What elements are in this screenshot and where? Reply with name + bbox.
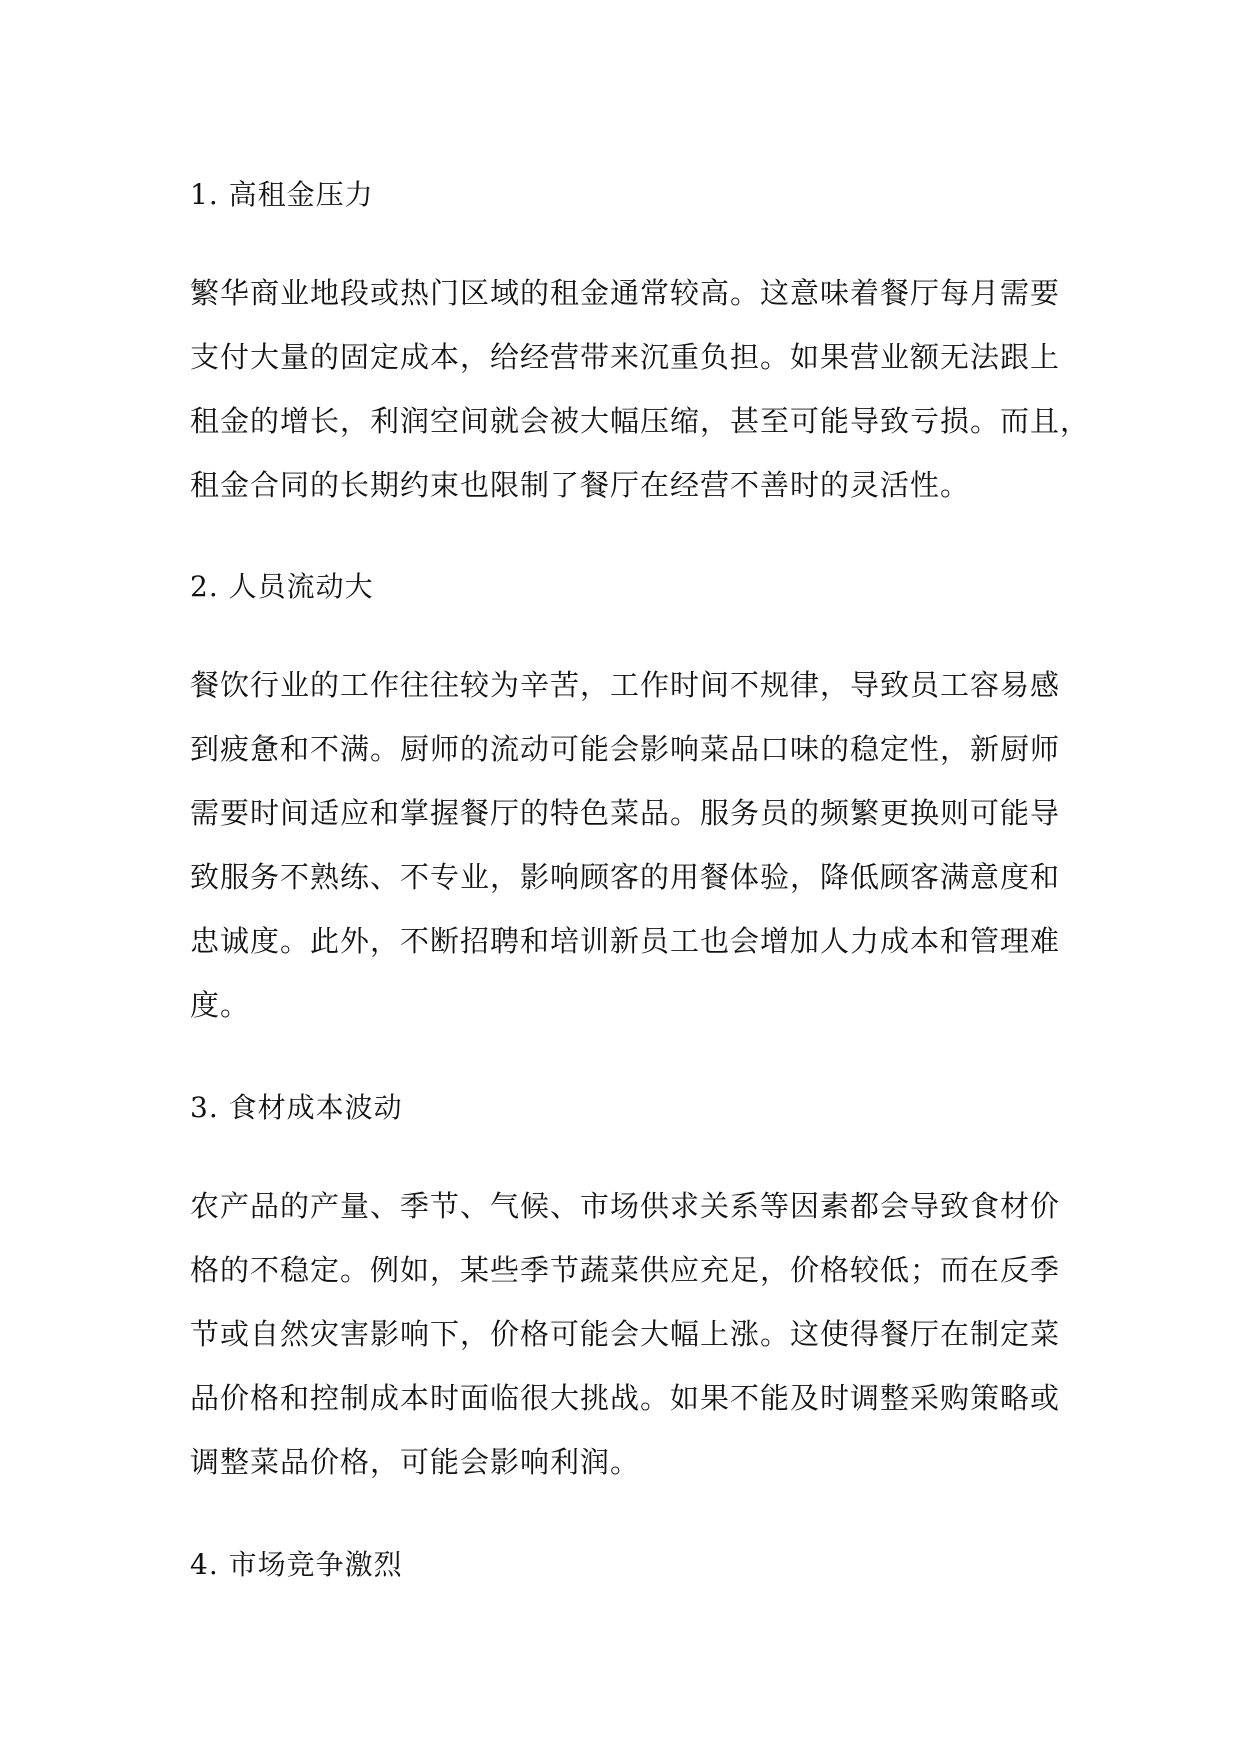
paragraph-line: 节或自然灾害影响下，价格可能会大幅上涨。这使得餐厅在制定菜: [190, 1317, 1061, 1351]
paragraph-line: 租金合同的长期约束也限制了餐厅在经营不善时的灵活性。: [190, 468, 971, 502]
paragraph-line: 度。: [190, 988, 251, 1022]
paragraph-line: 格的不稳定。例如，某些季节蔬菜供应充足，价格较低；而在反季: [190, 1253, 1061, 1287]
section-heading: 4. 市场竞争激烈: [190, 1548, 403, 1581]
paragraph-line: 餐饮行业的工作往往较为辛苦，工作时间不规律，导致员工容易感: [190, 668, 1061, 702]
section-1: [190, 163, 1091, 517]
section-2: [190, 555, 1070, 1037]
section-heading: 2. 人员流动大: [190, 570, 374, 603]
section-heading: 1. 高租金压力: [190, 178, 374, 211]
section-3: [190, 1076, 1070, 1494]
section-heading: 3. 食材成本波动: [190, 1091, 403, 1124]
paragraph-line: 需要时间适应和掌握餐厅的特色菜品。服务员的频繁更换则可能导: [190, 796, 1061, 830]
paragraph-line: 支付大量的固定成本，给经营带来沉重负担。如果营业额无法跟上: [190, 340, 1061, 374]
paragraph-line: 调整菜品价格，可能会影响利润。: [190, 1445, 641, 1479]
paragraph-line: 品价格和控制成本时面临很大挑战。如果不能及时调整采购策略或: [190, 1381, 1061, 1415]
paragraph-line: 到疲惫和不满。厨师的流动可能会影响菜品口味的稳定性，新厨师: [190, 732, 1061, 766]
paragraph-line: 致服务不熟练、不专业，影响顾客的用餐体验，降低顾客满意度和: [190, 860, 1061, 894]
paragraph-line: 农产品的产量、季节、气候、市场供求关系等因素都会导致食材价: [190, 1189, 1061, 1223]
section-4: [190, 1533, 1070, 1597]
paragraph-line: 繁华商业地段或热门区域的租金通常较高。这意味着餐厅每月需要: [190, 276, 1061, 310]
paragraph-line: 忠诚度。此外，不断招聘和培训新员工也会增加人力成本和管理难: [190, 924, 1061, 958]
paragraph-line: 租金的增长，利润空间就会被大幅压缩，甚至可能导致亏损。而且，: [190, 404, 1091, 438]
